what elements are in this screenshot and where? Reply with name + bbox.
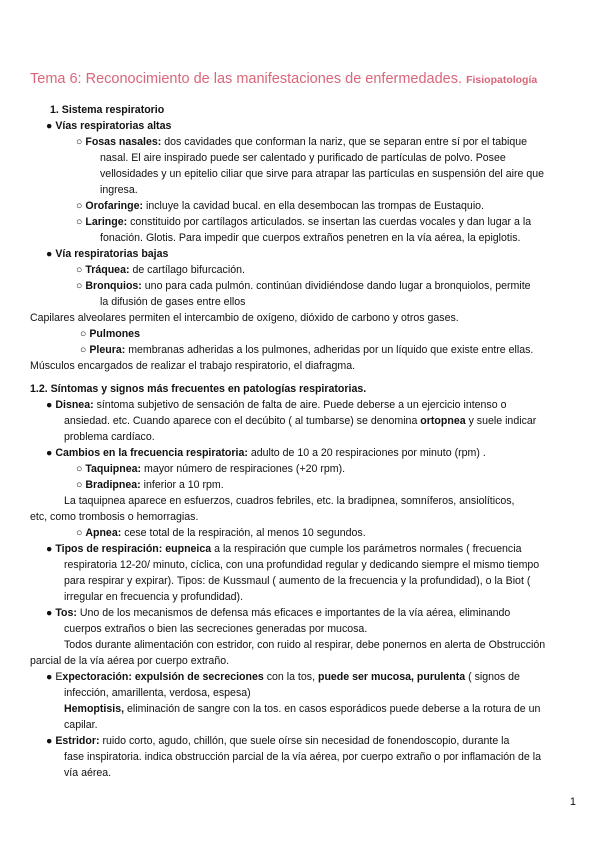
line-text: Capilares alveolares permiten el intercambio de oxígeno, dióxido de carbono y otros gases. [30,312,459,324]
bold-term: Vía respiratorias bajas [55,248,169,260]
text-line [100,168,544,181]
line-text: nasal. El aire inspirado puede ser calentado y purificado de partículas de polvo. Posee [100,152,506,164]
line-text: Todos durante alimentación con estridor, con ruido al respirar, debe ponernos en alerta de Obstrucción [64,639,546,651]
text-line [80,328,140,341]
line-text: ○ [76,200,86,212]
text-line [100,296,245,309]
text-line [30,655,229,668]
line-text: fase inspiratoria. indica obstrucción parcial de la vía aérea, por cuerpo extraño o por inflamación de la [64,751,541,763]
line-text: la difusión de gases entre ellos [100,296,246,308]
line-text: vellosidades y un epitelio ciliar que sirve para atrapar las partículas en suspensión del aire que [100,168,545,180]
title-main: Tema 6: Reconocimiento de las manifestaciones de enfermedades. [30,71,463,87]
line-text: ● [46,671,56,683]
bold-term: Pulmones [89,328,140,340]
text-line [30,511,198,524]
text-line [64,623,367,636]
text-line [46,543,521,556]
bold-term: Laringe: [85,216,128,228]
line-text: síntoma subjetivo de sensación de falta de aire. Puede deberse a un ejercicio intenso o [93,399,507,411]
line-text: a la respiración que cumple los parámetros normales ( frecuencia [211,543,522,555]
bold-term: Fosas nasales: [85,136,162,148]
line-text: cuerpos extraños o bien las secreciones generadas por mucosa. [64,623,368,635]
line-text: incluye la cavidad bucal. en ella desembocan las trompas de Eustaquio. [143,200,485,212]
line-text: E [55,671,63,683]
text-line [46,671,520,684]
line-text: ingresa. [100,184,138,196]
line-text: ● [46,543,56,555]
text-line [76,216,531,229]
bold-term: Cambios en la frecuencia respiratoria: [55,447,248,459]
line-text: ● [46,735,56,747]
bold-term: xpectoración: expulsión de secreciones [62,671,264,683]
line-text: constituido por cartílagos articulados. se insertan las cuerdas vocales y dan lugar a la [127,216,532,228]
bold-term: 1.2. Síntomas y signos más frecuentes en patologías respiratorias. [30,383,367,395]
text-line [64,703,540,716]
line-text: ○ [80,344,90,356]
text-line [64,719,98,732]
text-line [76,527,366,540]
bold-term: Hemoptisis, [64,703,125,715]
text-line [76,200,484,213]
line-text: capilar. [64,719,98,731]
line-text: ( signos de [465,671,520,683]
line-text: problema cardíaco. [64,431,155,443]
bold-term: Orofaringe: [85,200,144,212]
bold-term: Tráquea: [85,264,130,276]
page-title [30,70,537,89]
bold-term: 1. Sistema respiratorio [50,104,165,116]
line-text: ruido corto, agudo, chillón, que suele oírse sin necesidad de fonendoscopio, durante la [99,735,510,747]
line-text: fonación. Glotis. Para impedir que cuerpos extraños penetren en la vía aérea, la epiglotis. [100,232,521,244]
text-line [76,280,531,293]
title-subject: Fisiopatología [466,74,538,86]
text-line [64,495,515,508]
bold-term: Bradipnea: [85,479,141,491]
text-line [64,559,539,572]
text-line [100,232,520,245]
line-text: irregular en frecuencia y profundidad). [64,591,244,603]
line-text: ● [46,248,56,260]
text-line [46,399,506,412]
line-text: infección, amarillenta, verdosa, espesa) [64,687,251,699]
line-text: mayor número de respiraciones (+20 rpm). [141,463,346,475]
line-text: Uno de los mecanismos de defensa más eficaces e importantes de la vía aérea, eliminando [76,607,511,619]
bold-term: Pleura: [89,344,126,356]
text-line [46,447,486,460]
line-text: Músculos encargados de realizar el trabajo respiratorio, el diafragma. [30,360,356,372]
line-text: dos cavidades que conforman la nariz, que se separan entre sí por el tabique [161,136,528,148]
text-line [64,591,243,604]
text-line [46,120,171,133]
bold-term: Estridor: [55,735,100,747]
line-text: ○ [76,479,86,491]
text-line [76,264,245,277]
line-text: ● [46,607,56,619]
line-text: etc, como trombosis o hemorragias. [30,511,199,523]
line-text: ○ [76,280,86,292]
bold-term: Bronquios: [85,280,142,292]
line-text: vía aérea. [64,767,112,779]
bold-term: Apnea: [85,527,122,539]
text-line [64,431,155,444]
line-text: ● [46,120,56,132]
line-text: ○ [80,328,90,340]
text-line [64,751,541,764]
line-text: ● [46,447,56,459]
bold-term: Taquipnea: [85,463,142,475]
line-text: ○ [76,216,86,228]
line-text: ○ [76,264,86,276]
text-line [30,312,459,325]
bold-term: Disnea: [55,399,94,411]
text-line [76,479,224,492]
text-line [30,360,355,373]
text-line [100,184,138,197]
bold-term: Tipos de respiración: eupneica [55,543,212,555]
line-text: inferior a 10 rpm. [140,479,224,491]
line-text: La taquipnea aparece en esfuerzos, cuadros febriles, etc. la bradipnea, somníferos, ansiolíticos, [64,495,515,507]
line-text: ○ [76,527,86,539]
text-line [100,152,506,165]
page-number: 1 [569,796,576,808]
line-text: con la tos, [263,671,318,683]
line-text: cese total de la respiración, al menos 10 segundos. [121,527,366,539]
text-line [64,767,111,780]
text-line [46,735,509,748]
text-line [76,136,527,149]
text-line [50,104,164,117]
line-text: ansiedad. etc. Cuando aparece con el decúbito ( al tumbarse) se denomina [64,415,421,427]
text-line [64,639,545,652]
line-text: membranas adheridas a los pulmones, adheridas por un líquido que existe entre ellas. [125,344,534,356]
line-text: adulto de 10 a 20 respiraciones por minuto (rpm) . [247,447,486,459]
text-line [30,383,366,396]
line-text: y suele indicar [465,415,537,427]
text-line [46,607,510,620]
line-text: ○ [76,136,86,148]
line-text: ○ [76,463,86,475]
line-text: eliminación de sangre con la tos. en casos esporádicos puede deberse a la rotura de un [124,703,541,715]
line-text: ● [46,399,56,411]
text-line [64,415,536,428]
bold-term: puede ser mucosa, purulenta [317,671,466,683]
line-text: para respirar y expirar). Tipos: de Kussmaul ( aumento de la frecuencia y la profundidad), o la Biot ( [64,575,531,587]
line-text: respiratoria 12-20/ minuto, cíclica, con una profundidad regular y dedicando siempre el mismo tiempo [64,559,540,571]
line-text: parcial de la vía aérea por cuerpo extraño. [30,655,230,667]
bold-term: Tos: [55,607,77,619]
text-line [80,344,533,357]
line-text: de cartílago bifurcación. [129,264,245,276]
text-line [46,248,168,261]
text-line [76,463,345,476]
text-line [64,575,530,588]
text-line [64,687,251,700]
bold-term: Vías respiratorias altas [55,120,172,132]
bold-term: ortopnea [420,415,466,427]
line-text: uno para cada pulmón. continúan dividiéndose dando lugar a bronquiolos, permite [141,280,531,292]
